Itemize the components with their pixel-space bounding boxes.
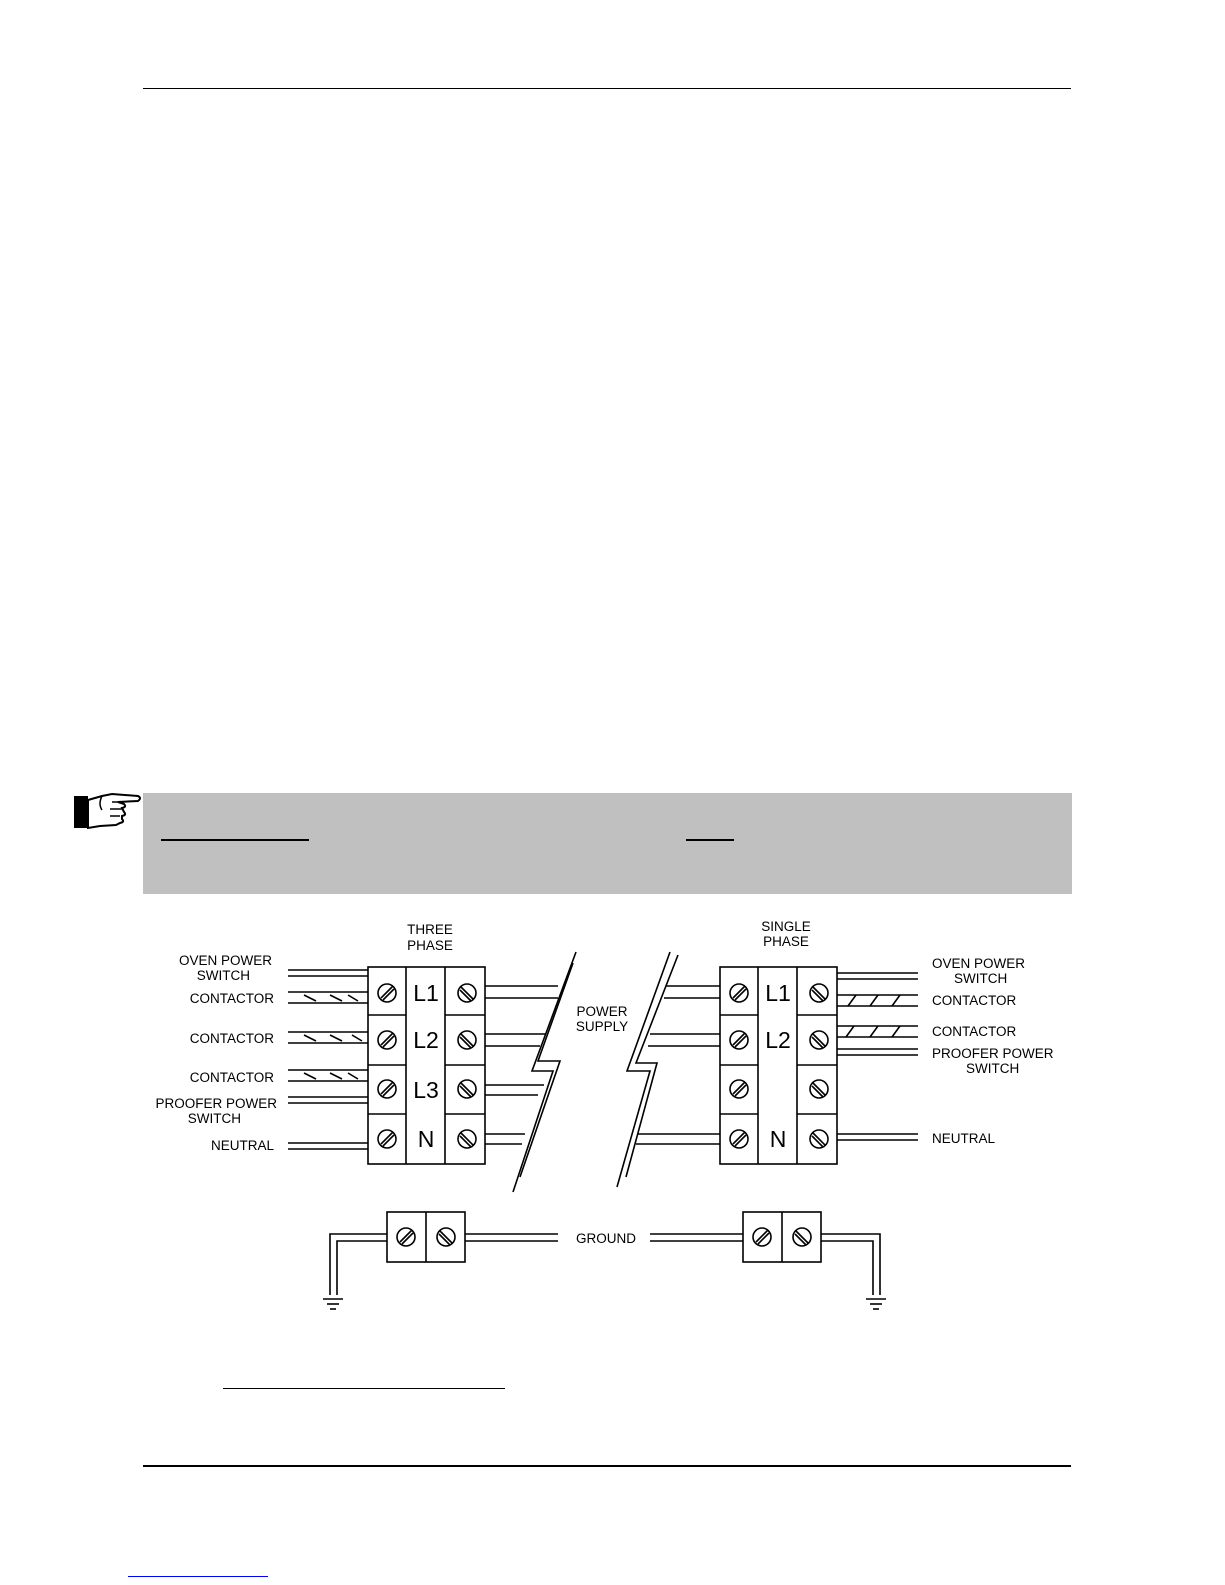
screw-terminal-icon: [810, 1130, 828, 1148]
wire-label-oven-power-switch: SWITCH: [196, 968, 250, 983]
screw-terminal-icon: [458, 1031, 476, 1049]
note-underline: [686, 839, 734, 841]
terminal-label-l2: L2: [413, 1027, 439, 1053]
screw-terminal-icon: [810, 1031, 828, 1049]
ground-terminal-right: [743, 1212, 821, 1262]
terminal-label-l1: L1: [413, 980, 439, 1006]
wire-label-proofer-power: PROOFER POWER: [932, 1046, 1054, 1061]
single-phase-right-wires: [837, 973, 918, 1140]
three-phase-left-wires: [288, 970, 368, 1149]
ground-label: GROUND: [576, 1231, 636, 1246]
three-phase-terminal-block: [368, 967, 485, 1164]
wire-label-neutral: NEUTRAL: [210, 1138, 274, 1153]
wire-label-contactor: CONTACTOR: [189, 991, 274, 1006]
screw-terminal-icon: [793, 1228, 811, 1246]
wire-label-proofer-switch: SWITCH: [187, 1111, 241, 1126]
power-supply-label-line2: SUPPLY: [575, 1019, 629, 1034]
footnote-rule: [223, 1388, 505, 1389]
screw-terminal-icon: [378, 1130, 396, 1148]
screw-terminal-icon: [458, 1130, 476, 1148]
single-phase-title-line1: SINGLE: [761, 919, 811, 934]
terminal-label-l2: L2: [765, 1027, 791, 1053]
screw-terminal-icon: [810, 984, 828, 1002]
screw-terminal-icon: [378, 1080, 396, 1098]
screw-terminal-icon: [458, 1080, 476, 1098]
link-underline[interactable]: [128, 1576, 268, 1577]
terminal-label-l1: L1: [765, 980, 791, 1006]
wire-label-neutral: NEUTRAL: [932, 1131, 996, 1146]
screw-terminal-icon: [810, 1080, 828, 1098]
wire-label-oven-power: OVEN POWER: [932, 956, 1026, 971]
ground-symbol-icon: [323, 1299, 343, 1309]
screw-terminal-icon: [730, 1031, 748, 1049]
wire-label-contactor: CONTACTOR: [932, 993, 1017, 1008]
ground-symbol-icon: [866, 1299, 886, 1309]
power-supply-label-line1: POWER: [576, 1004, 628, 1019]
three-phase-title-line2: PHASE: [407, 938, 453, 953]
wire-label-contactor: CONTACTOR: [189, 1070, 274, 1085]
footer-rule: [143, 1465, 1071, 1467]
ground-terminal-left: [387, 1212, 465, 1262]
screw-terminal-icon: [458, 984, 476, 1002]
lightning-bolt-icon: [513, 952, 576, 1192]
screw-terminal-icon: [437, 1228, 455, 1246]
terminal-label-n: N: [417, 1126, 435, 1152]
wire-label-contactor: CONTACTOR: [932, 1024, 1017, 1039]
terminal-label-l3: L3: [413, 1077, 439, 1103]
three-phase-title-line1: THREE: [407, 922, 453, 937]
single-phase-terminal-block: [720, 967, 837, 1164]
wire-label-proofer-switch: SWITCH: [966, 1061, 1020, 1076]
screw-terminal-icon: [730, 1080, 748, 1098]
screw-terminal-icon: [730, 984, 748, 1002]
screw-terminal-icon: [753, 1228, 771, 1246]
single-phase-title-line2: PHASE: [763, 934, 809, 949]
screw-terminal-icon: [378, 984, 396, 1002]
note-underline: [161, 839, 309, 841]
screw-terminal-icon: [397, 1228, 415, 1246]
note-box: [143, 793, 1072, 894]
header-rule: [143, 88, 1071, 89]
wire-label-oven-power-switch: SWITCH: [954, 971, 1008, 986]
terminal-label-n: N: [769, 1126, 787, 1152]
pointing-hand-icon: [72, 790, 144, 834]
wire-label-contactor: CONTACTOR: [189, 1031, 274, 1046]
screw-terminal-icon: [730, 1130, 748, 1148]
three-phase-supply-wires: [485, 986, 558, 1144]
wire-label-proofer-power: PROOFER POWER: [155, 1096, 277, 1111]
screw-terminal-icon: [378, 1031, 396, 1049]
lightning-bolt-icon: [617, 952, 670, 1187]
wire-label-oven-power: OVEN POWER: [178, 953, 272, 968]
wiring-diagram: [140, 915, 1080, 1340]
